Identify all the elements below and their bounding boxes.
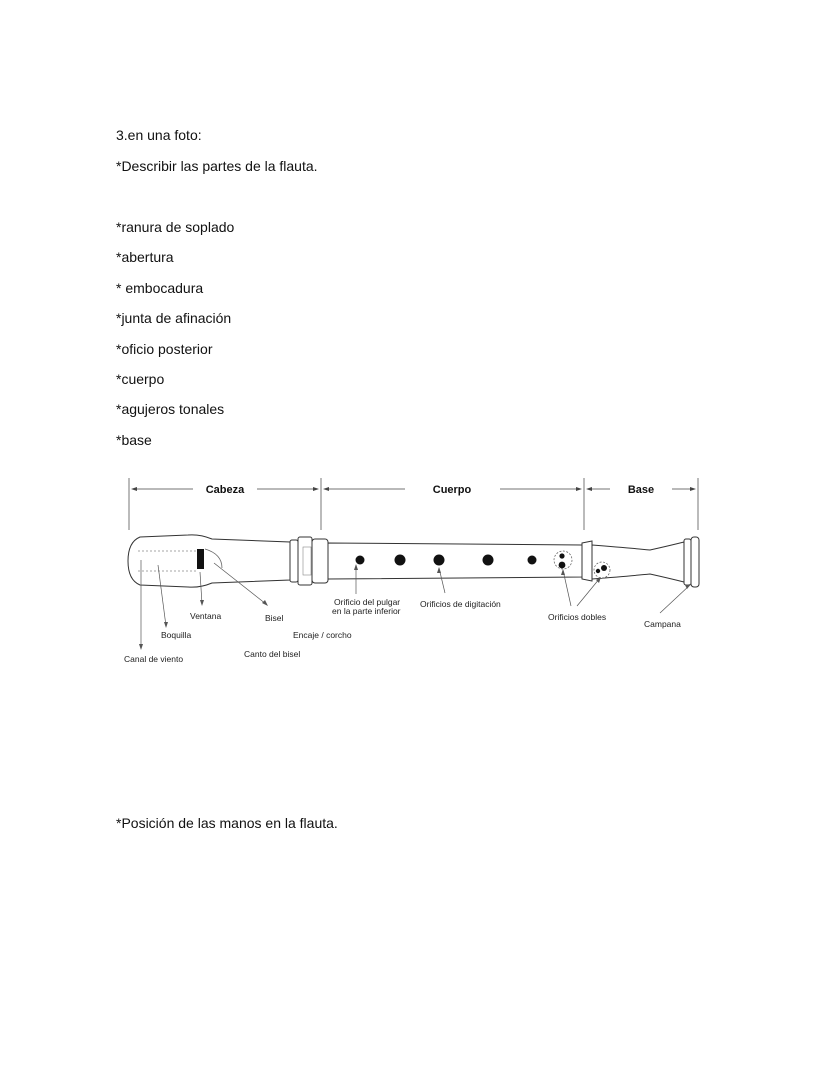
tone-hole <box>395 555 406 566</box>
label-canal: Canal de viento <box>124 654 184 664</box>
label-dobles: Orificios dobles <box>548 612 607 622</box>
bell-ring <box>691 537 699 587</box>
label-boquilla: Boquilla <box>161 630 192 640</box>
list-item: *ranura de soplado <box>116 219 235 235</box>
socket-ring <box>312 539 328 583</box>
socket-ring <box>298 537 312 585</box>
double-hole <box>601 565 607 571</box>
list-item: *agujeros tonales <box>116 401 225 417</box>
label-canto: Canto del bisel <box>244 649 301 659</box>
body-joint <box>328 543 582 579</box>
list-item: * embocadura <box>116 280 204 296</box>
window-icon <box>197 549 204 569</box>
recorder <box>128 535 699 587</box>
foot-ring <box>582 541 592 581</box>
head-joint <box>128 535 290 587</box>
list-item: *cuerpo <box>116 371 165 387</box>
section-label-cuerpo: Cuerpo <box>432 484 472 496</box>
footer-instruction: *Posición de las manos en la flauta. <box>116 815 338 831</box>
label-campana: Campana <box>644 619 681 629</box>
section-label-base: Base <box>627 484 655 496</box>
tone-hole <box>356 556 365 565</box>
double-hole <box>559 553 564 558</box>
list-item: *base <box>116 432 152 448</box>
list-item: *junta de afinación <box>116 310 232 326</box>
heading: 3.en una foto: <box>116 127 202 143</box>
double-hole <box>559 562 566 569</box>
tone-hole <box>528 556 537 565</box>
instruction: *Describir las partes de la flauta. <box>116 158 318 174</box>
double-hole <box>596 569 600 573</box>
label-ventana: Ventana <box>190 611 222 621</box>
section-label-cabeza: Cabeza <box>205 484 245 496</box>
tone-hole <box>434 555 445 566</box>
label-pulgar-2: en la parte inferior <box>332 606 401 616</box>
label-encaje: Encaje / corcho <box>293 630 352 640</box>
socket-ring <box>290 540 298 582</box>
tone-hole <box>483 555 494 566</box>
bell-ring <box>684 539 691 585</box>
list-item: *oficio posterior <box>116 341 213 357</box>
label-bisel: Bisel <box>265 613 284 623</box>
label-pulgar-1: Orificio del pulgar <box>334 597 401 607</box>
list-item: *abertura <box>116 249 174 265</box>
label-digitacion: Orificios de digitación <box>420 599 501 609</box>
